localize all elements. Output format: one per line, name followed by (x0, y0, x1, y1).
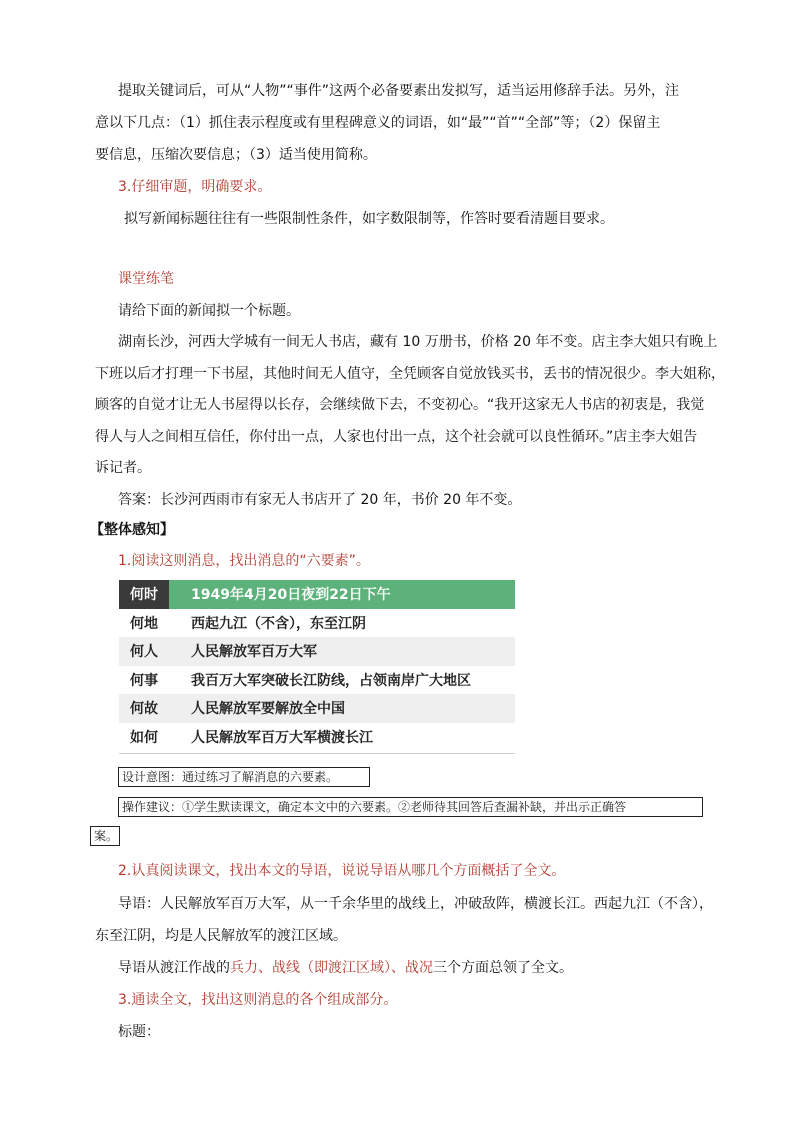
table-row (119, 723, 515, 752)
title-label: 标题： (118, 1024, 160, 1040)
element-value: 1949年4月20日夜到22日下午 (169, 580, 515, 609)
practice-answer: 答案：长沙河西雨市有家无人书店开了 20 年，书价 20 年不变。 (118, 492, 522, 508)
lead-summary-suffix: 三个方面总领了全文。 (433, 960, 573, 976)
design-intent-box: 设计意图：通过练习了解消息的六要素。 (118, 767, 370, 787)
element-value: 人民解放军百万大军 (169, 637, 515, 666)
para1-line3: 要信息，压缩次要信息；（3）适当使用简称。 (95, 147, 377, 163)
lead-line-1: 导语：人民解放军百万大军，从一千余华里的战线上，冲破敌阵，横渡长江。西起九江（不含）， (118, 896, 713, 912)
table-row (119, 666, 515, 695)
tip3-heading: 3.仔细审题，明确要求。 (118, 179, 272, 195)
table-bottom-rule (119, 753, 515, 754)
news-line-2: 下班以后才打理一下书屋，其他时间无人值守，全凭顾客自觉放钱买书，丢书的情况很少。李大姐称， (95, 366, 725, 382)
element-value: 我百万大军突破长江防线，占领南岸广大地区 (169, 666, 515, 695)
lead-summary (118, 957, 573, 977)
element-key: 何时 (119, 580, 169, 609)
element-value: 人民解放军百万大军横渡长江 (169, 723, 515, 752)
question-2: 2.认真阅读课文，找出本文的导语，说说导语从哪几个方面概括了全文。 (118, 863, 566, 879)
question-1: 1.阅读这则消息，找出消息的“六要素”。 (118, 553, 370, 569)
element-value: 西起九江（不含），东至江阴 (169, 609, 515, 638)
practice-prompt: 请给下面的新闻拟一个标题。 (118, 303, 300, 319)
six-elements-table (119, 580, 515, 751)
news-line-4: 得人与人之间相互信任，你付出一点，人家也付出一点，这个社会就可以良性循环。”店主李大姐告 (95, 429, 698, 445)
lead-summary-prefix: 导语从渡江作战的 (118, 960, 230, 976)
question-3: 3.通读全文，找出这则消息的各个组成部分。 (118, 992, 398, 1008)
table-row (119, 609, 515, 638)
para1-line2: 意以下几点：（1）抓住表示程度或有里程碑意义的词语，如“最”“首”“全部”等；（2）保留主 (95, 115, 661, 131)
news-line-3: 顾客的自觉才让无人书屋得以长存，会继续做下去，不变初心。“我开这家无人书店的初衷是，我觉 (95, 397, 705, 413)
lead-line-2: 东至江阴，均是人民解放军的渡江区域。 (95, 928, 347, 944)
element-key: 何人 (119, 637, 169, 666)
element-key: 何事 (119, 666, 169, 695)
news-line-1: 湖南长沙，河西大学城有一间无人书店，藏有 10 万册书，价格 20 年不变。店主李大姐只有晚上 (118, 334, 718, 350)
element-value: 人民解放军要解放全中国 (169, 694, 515, 723)
element-key: 何地 (119, 609, 169, 638)
lead-summary-highlight: 兵力、战线（即渡江区域）、战况 (230, 960, 433, 976)
news-line-5: 诉记者。 (95, 460, 151, 476)
tip3-text: 拟写新闻标题往往有一些限制性条件，如字数限制等，作答时要看清题目要求。 (124, 211, 614, 227)
table-row (119, 637, 515, 666)
para1-line1: 提取关键词后，可从“人物”“事件”这两个必备要素出发拟写，适当运用修辞手法。另外，注 (118, 83, 680, 99)
element-key: 如何 (119, 723, 169, 752)
element-key: 何故 (119, 694, 169, 723)
practice-heading: 课堂练笔 (118, 271, 174, 287)
overall-heading: 【整体感知】 (90, 522, 174, 538)
operation-suggestion-box: 操作建议：①学生默读课文，确定本文中的六要素。②老师待其回答后查漏补缺，并出示正确答 (118, 797, 703, 817)
table-row (119, 694, 515, 723)
table-row (119, 580, 515, 609)
operation-suggestion-box-continued: 案。 (90, 826, 120, 846)
